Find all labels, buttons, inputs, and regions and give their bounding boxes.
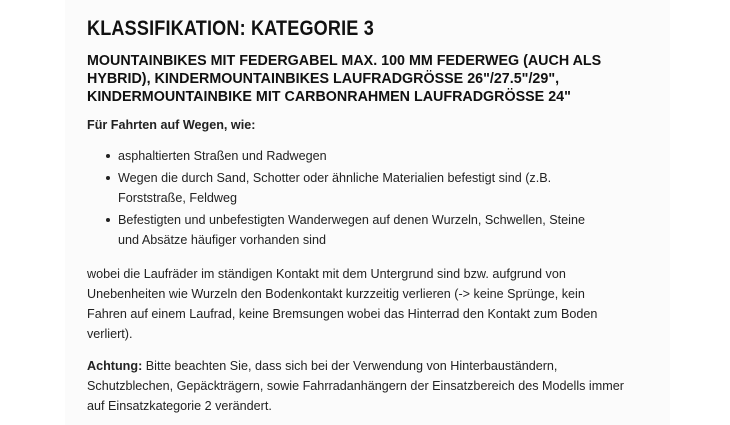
bullet-icon [106, 154, 110, 158]
usage-list [87, 146, 632, 250]
document-content [87, 14, 632, 416]
list-item-text: Wegen die durch Sand, Schotter oder ähnliche Materialien befestigt sind (z.B. Forststraße, Feldweg [118, 171, 552, 205]
page-title: KLASSIFIKATION: KATEGORIE 3 [87, 17, 374, 40]
intro-text: Für Fahrten auf Wegen, wie: [87, 118, 256, 132]
list-item [118, 168, 598, 208]
bullet-icon [106, 218, 110, 222]
list-item-text: Befestigten und unbefestigten Wanderwegen auf denen Wurzeln, Schwellen, Steine und Absätze häufiger vorhanden sind [118, 213, 585, 247]
bullet-icon [106, 176, 110, 180]
category-subtitle: MOUNTAINBIKES MIT FEDERGABEL MAX. 100 MM FEDERWEG (AUCH ALS HYBRID), KINDERMOUNTAINBIKES LAUFRADGRÖSSE 26"/27.5"/29", KINDERMOUNTAINBIKE MIT CARBONRAHMEN LAUFRADGRÖSSE 24" [87, 53, 602, 105]
note-paragraph [87, 356, 627, 416]
list-item [118, 210, 598, 250]
list-item-text: asphaltierten Straßen und Radwegen [118, 149, 327, 163]
list-item [118, 146, 598, 166]
description-paragraph: wobei die Laufräder im ständigen Kontakt mit dem Untergrund sind bzw. aufgrund von Unebenheiten wie Wurzeln den Bodenkontakt kurzzeitig verlieren (-> keine Sprünge, kein Fahren auf einem Laufrad, keine Bremsungen wobei das Hinterrad den Kontakt zum Boden verliert). [87, 267, 598, 341]
note-text: Bitte beachten Sie, dass sich bei der Verwendung von Hinterbauständern, Schutzblechen, Gepäckträgern, sowie Fahrradanhängern der Einsatzbereich des Modells immer auf Einsatzkategorie 2 verändert. [87, 359, 624, 413]
note-label: Achtung: [87, 359, 143, 373]
